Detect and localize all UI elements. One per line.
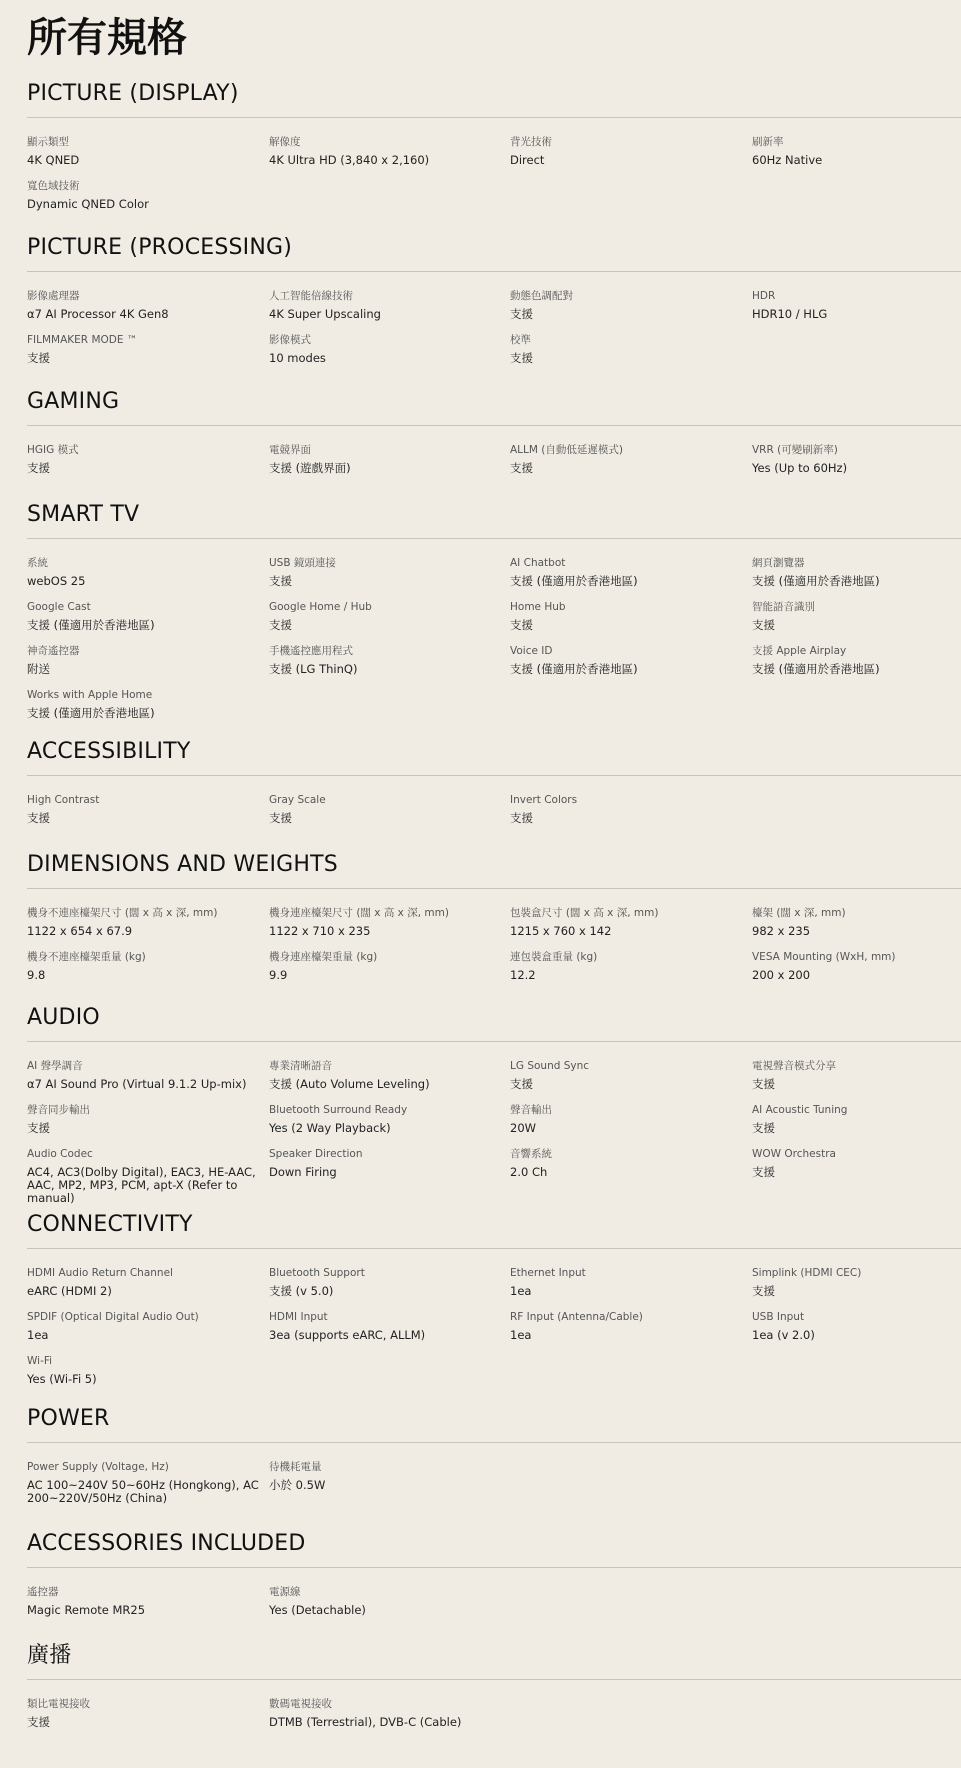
spec-label: FILMMAKER MODE ™	[27, 334, 138, 346]
spec-grid	[27, 1267, 961, 1386]
section-title: CONNECTIVITY	[27, 1212, 193, 1237]
spec-item-tone-mapping	[510, 290, 752, 321]
spec-value: 1ea	[510, 1328, 532, 1342]
spec-value: 支援	[27, 351, 50, 365]
spec-item-processor	[27, 290, 269, 321]
spec-value: α7 AI Sound Pro (Virtual 9.1.2 Up-mix)	[27, 1077, 247, 1091]
spec-item-voice-id	[510, 645, 752, 676]
section-smart-tv	[27, 501, 961, 720]
section-gaming	[27, 388, 961, 475]
spec-label: VESA Mounting (WxH, mm)	[752, 951, 896, 963]
spec-label: Ethernet Input	[510, 1267, 586, 1279]
spec-label: SPDIF (Optical Digital Audio Out)	[27, 1311, 199, 1323]
section-divider	[27, 538, 961, 539]
spec-value: 支援	[752, 618, 775, 632]
spec-item-high-contrast	[27, 794, 269, 825]
spec-value: 支援	[510, 307, 533, 321]
spec-item-size-with-stand	[269, 907, 510, 938]
spec-item-simultaneous-output	[27, 1104, 269, 1135]
spec-item-power-supply	[27, 1461, 269, 1505]
section-picture-processing	[27, 234, 961, 365]
spec-label: 聲音同步輸出	[27, 1104, 90, 1116]
spec-value: Yes (2 Way Playback)	[269, 1121, 391, 1135]
section-divider	[27, 1442, 961, 1443]
section-accessibility	[27, 738, 961, 825]
spec-item-bluetooth-surround	[269, 1104, 510, 1135]
spec-label: ALLM (自動低延遲模式)	[510, 444, 623, 456]
spec-value: 1122 x 654 x 67.9	[27, 924, 133, 938]
section-divider	[27, 425, 961, 426]
section-divider	[27, 117, 961, 118]
spec-value: 支援	[27, 1715, 50, 1729]
section-title: GAMING	[27, 389, 120, 414]
spec-item-wifi	[27, 1355, 269, 1386]
spec-item-web-browser	[752, 557, 960, 588]
spec-grid	[27, 1060, 961, 1205]
spec-value: webOS 25	[27, 574, 86, 588]
spec-label: Google Cast	[27, 601, 91, 613]
spec-item-hdmi-arc	[27, 1267, 269, 1298]
spec-grid	[27, 290, 961, 365]
spec-item-weight-with-box	[510, 951, 752, 982]
spec-value: Dynamic QNED Color	[27, 197, 149, 211]
spec-item-airplay	[752, 645, 960, 676]
spec-item-speaker-system	[510, 1148, 752, 1205]
section-divider	[27, 1679, 961, 1680]
spec-label: Wi-Fi	[27, 1355, 53, 1367]
section-title: PICTURE (DISPLAY)	[27, 81, 239, 106]
spec-value: 200 x 200	[752, 968, 811, 982]
spec-value: 支援 (僅適用於香港地區)	[752, 574, 880, 588]
spec-label: 動態色調配對	[510, 290, 573, 302]
section-divider	[27, 1248, 961, 1249]
spec-item-backlight	[510, 136, 752, 167]
spec-label: 機身連座檯架尺寸 (闊 x 高 x 深, mm)	[269, 907, 449, 919]
spec-label: USB Input	[752, 1311, 805, 1323]
spec-label: Simplink (HDMI CEC)	[752, 1267, 862, 1279]
spec-item-clear-voice	[269, 1060, 510, 1091]
spec-item-bluetooth	[269, 1267, 510, 1298]
spec-value: Yes (Wi-Fi 5)	[27, 1372, 97, 1386]
spec-item-box-size	[510, 907, 752, 938]
spec-item-standby-power	[269, 1461, 510, 1505]
spec-label: 神奇遙控器	[27, 645, 80, 657]
spec-value: 支援 (僅適用於香港地區)	[510, 574, 638, 588]
spec-value: 支援 (LG ThinQ)	[269, 662, 358, 676]
page-title: 所有規格	[27, 15, 187, 61]
spec-label: 遙控器	[27, 1586, 59, 1598]
spec-value: 9.9	[269, 968, 288, 982]
spec-item-sound-mode-share	[752, 1060, 960, 1091]
spec-grid	[27, 1698, 961, 1729]
spec-grid	[27, 136, 961, 211]
spec-item-hgig	[27, 444, 269, 475]
spec-value: 1122 x 710 x 235	[269, 924, 371, 938]
spec-label: USB 鏡頭連接	[269, 557, 336, 569]
spec-value: 3ea (supports eARC, ALLM)	[269, 1328, 426, 1342]
spec-label: 顯示類型	[27, 136, 69, 148]
spec-item-vesa	[752, 951, 960, 982]
spec-item-refresh-rate	[752, 136, 960, 167]
spec-item-remote-app	[269, 645, 510, 676]
spec-item-wow-orchestra	[752, 1148, 960, 1205]
spec-item-allm	[510, 444, 752, 475]
section-accessories	[27, 1530, 961, 1617]
spec-value: 9.8	[27, 968, 46, 982]
spec-label: HDR	[752, 290, 776, 302]
spec-item-simplink	[752, 1267, 960, 1298]
spec-label: 系統	[27, 557, 48, 569]
spec-value: 支援	[510, 351, 533, 365]
spec-value: 1ea	[27, 1328, 49, 1342]
spec-item-spdif	[27, 1311, 269, 1342]
spec-item-invert-colors	[510, 794, 752, 825]
spec-label: AI Chatbot	[510, 557, 566, 569]
spec-label: AI Acoustic Tuning	[752, 1104, 848, 1116]
spec-value: 支援 (v 5.0)	[269, 1284, 334, 1298]
spec-label: 智能語音識別	[752, 601, 815, 613]
section-divider	[27, 888, 961, 889]
spec-grid	[27, 444, 961, 475]
spec-value: Yes (Up to 60Hz)	[752, 461, 848, 475]
spec-value: Magic Remote MR25	[27, 1603, 146, 1617]
spec-value: 支援	[27, 1121, 50, 1135]
spec-label: 電視聲音模式分享	[752, 1060, 836, 1072]
spec-label: AI 聲學調音	[27, 1060, 83, 1072]
spec-label: 校準	[510, 334, 531, 346]
spec-value: 支援 (Auto Volume Leveling)	[269, 1077, 430, 1091]
spec-item-size-without-stand	[27, 907, 269, 938]
spec-value: 支援	[510, 461, 533, 475]
spec-label: 音響系統	[510, 1148, 552, 1160]
spec-label: Home Hub	[510, 601, 566, 613]
spec-value: 支援	[510, 1077, 533, 1091]
spec-value: 支援	[752, 1284, 775, 1298]
spec-value: 支援	[27, 811, 50, 825]
spec-value: 12.2	[510, 968, 536, 982]
spec-value: 60Hz Native	[752, 153, 823, 167]
section-title: ACCESSORIES INCLUDED	[27, 1531, 306, 1556]
spec-grid	[27, 794, 961, 825]
spec-item-stand-size	[752, 907, 960, 938]
section-title: AUDIO	[27, 1005, 100, 1030]
spec-value: 1ea (v 2.0)	[752, 1328, 815, 1342]
spec-label: HDMI Input	[269, 1311, 328, 1323]
spec-item-gray-scale	[269, 794, 510, 825]
spec-item-ethernet	[510, 1267, 752, 1298]
spec-label: Voice ID	[510, 645, 553, 657]
spec-item-ai-chatbot	[510, 557, 752, 588]
spec-value: 支援	[269, 811, 292, 825]
spec-item-rf-input	[510, 1311, 752, 1342]
spec-label: 電源線	[269, 1586, 301, 1598]
spec-label: VRR (可變刷新率)	[752, 444, 838, 456]
spec-item-analog-tv	[27, 1698, 269, 1729]
spec-label: Power Supply (Voltage, Hz)	[27, 1461, 169, 1473]
spec-item-google-home	[269, 601, 510, 632]
spec-value: 支援	[510, 811, 533, 825]
spec-item-ai-acoustic-tuning	[752, 1104, 960, 1135]
spec-label: Gray Scale	[269, 794, 326, 806]
spec-value: 982 x 235	[752, 924, 811, 938]
spec-value: 附送	[27, 662, 50, 676]
spec-value: 支援 (僅適用於香港地區)	[27, 706, 155, 720]
spec-item-remote	[27, 1586, 269, 1617]
section-divider	[27, 271, 961, 272]
spec-item-display-type	[27, 136, 269, 167]
section-broadcasting	[27, 1642, 961, 1729]
spec-value: α7 AI Processor 4K Gen8	[27, 307, 169, 321]
spec-label: Bluetooth Support	[269, 1267, 365, 1279]
spec-value: 1ea	[510, 1284, 532, 1298]
spec-value: HDR10 / HLG	[752, 307, 828, 321]
spec-grid	[27, 557, 961, 720]
spec-value: Down Firing	[269, 1165, 337, 1179]
spec-label: 網頁瀏覽器	[752, 557, 805, 569]
spec-value: eARC (HDMI 2)	[27, 1284, 112, 1298]
section-audio	[27, 1004, 961, 1205]
spec-item-apple-home	[27, 689, 269, 720]
spec-label: 類比電視接收	[27, 1698, 90, 1710]
spec-item-weight-with-stand	[269, 951, 510, 982]
spec-label: 支援 Apple Airplay	[752, 645, 847, 657]
section-title: PICTURE (PROCESSING)	[27, 235, 293, 260]
section-title: DIMENSIONS AND WEIGHTS	[27, 852, 338, 877]
spec-item-wide-color	[27, 180, 269, 211]
spec-item-audio-output	[510, 1104, 752, 1135]
spec-item-calibration	[510, 334, 752, 365]
spec-label: Speaker Direction	[269, 1148, 363, 1160]
spec-label: LG Sound Sync	[510, 1060, 590, 1072]
spec-value: 1215 x 760 x 142	[510, 924, 612, 938]
spec-label: 刷新率	[752, 136, 784, 148]
spec-value: Direct	[510, 153, 545, 167]
spec-value: 4K Super Upscaling	[269, 307, 381, 321]
spec-item-digital-tv	[269, 1698, 510, 1729]
section-title: 廣播	[27, 1643, 72, 1668]
spec-item-google-cast	[27, 601, 269, 632]
spec-item-hdmi-input	[269, 1311, 510, 1342]
spec-label: Google Home / Hub	[269, 601, 372, 613]
spec-value: 2.0 Ch	[510, 1165, 548, 1179]
spec-grid	[27, 1586, 961, 1617]
spec-item-voice-recognition	[752, 601, 960, 632]
spec-label: WOW Orchestra	[752, 1148, 836, 1160]
spec-item-usb-input	[752, 1311, 960, 1342]
spec-label: Audio Codec	[27, 1148, 93, 1160]
spec-label: 數碼電視接收	[269, 1698, 332, 1710]
spec-label: 寬色域技術	[27, 180, 80, 192]
spec-grid	[27, 907, 961, 982]
spec-value: 支援	[269, 618, 292, 632]
spec-label: 聲音輸出	[510, 1104, 552, 1116]
spec-value: 支援	[752, 1077, 775, 1091]
spec-item-picture-mode	[269, 334, 510, 365]
spec-value: AC4, AC3(Dolby Digital), EAC3, HE-AAC, AAC, MP2, MP3, PCM, apt-X (Refer to manual)	[27, 1165, 256, 1205]
spec-label: 機身不連座檯架尺寸 (闊 x 高 x 深, mm)	[27, 907, 218, 919]
spec-value: 4K QNED	[27, 153, 80, 167]
section-divider	[27, 1041, 961, 1042]
section-picture-display	[27, 80, 961, 211]
spec-item-vrr	[752, 444, 960, 475]
spec-value: 支援 (遊戲界面)	[269, 461, 351, 475]
section-dimensions-weights	[27, 851, 961, 982]
spec-item-audio-codec	[27, 1148, 269, 1205]
spec-value: Yes (Detachable)	[269, 1603, 366, 1617]
spec-value: DTMB (Terrestrial), DVB-C (Cable)	[269, 1715, 462, 1729]
spec-label: 包裝盒尺寸 (闊 x 高 x 深, mm)	[510, 907, 659, 919]
spec-label: 電競界面	[269, 444, 311, 456]
spec-label: 解像度	[269, 136, 301, 148]
section-title: SMART TV	[27, 502, 140, 527]
spec-label: 機身連座檯架重量 (kg)	[269, 951, 378, 963]
spec-label: HGIG 模式	[27, 444, 79, 456]
spec-grid	[27, 1461, 961, 1505]
spec-value: 支援 (僅適用於香港地區)	[510, 662, 638, 676]
spec-item-os	[27, 557, 269, 588]
spec-value: 支援 (僅適用於香港地區)	[752, 662, 880, 676]
spec-label: HDMI Audio Return Channel	[27, 1267, 173, 1279]
spec-label: Works with Apple Home	[27, 689, 153, 701]
spec-label: 待機耗電量	[269, 1461, 322, 1473]
section-connectivity	[27, 1211, 961, 1386]
spec-value: 支援	[27, 461, 50, 475]
spec-label: 人工智能倍線技術	[269, 290, 353, 302]
spec-value: 支援	[752, 1121, 775, 1135]
spec-item-resolution	[269, 136, 510, 167]
spec-label: Invert Colors	[510, 794, 578, 806]
spec-item-hdr	[752, 290, 960, 321]
section-power	[27, 1405, 961, 1505]
spec-item-upscaling	[269, 290, 510, 321]
spec-value: 20W	[510, 1121, 537, 1135]
spec-value: 支援	[269, 574, 292, 588]
spec-item-lg-sound-sync	[510, 1060, 752, 1091]
spec-item-game-dashboard	[269, 444, 510, 475]
spec-value: 10 modes	[269, 351, 326, 365]
spec-value: 4K Ultra HD (3,840 x 2,160)	[269, 153, 430, 167]
spec-value: 小於 0.5W	[269, 1478, 326, 1492]
spec-item-speaker-direction	[269, 1148, 510, 1205]
spec-label: Bluetooth Surround Ready	[269, 1104, 408, 1116]
spec-label: 手機遙控應用程式	[269, 645, 353, 657]
spec-label: 檯架 (闊 x 深, mm)	[752, 907, 846, 919]
spec-value: 支援	[510, 618, 533, 632]
spec-label: 專業清晰語音	[269, 1060, 332, 1072]
spec-label: 機身不連座檯架重量 (kg)	[27, 951, 146, 963]
spec-item-magic-remote	[27, 645, 269, 676]
spec-item-usb-camera	[269, 557, 510, 588]
section-divider	[27, 1567, 961, 1568]
section-divider	[27, 775, 961, 776]
section-title: POWER	[27, 1406, 110, 1431]
spec-item-ai-sound	[27, 1060, 269, 1091]
spec-item-power-cable	[269, 1586, 510, 1617]
spec-value: AC 100~240V 50~60Hz (Hongkong), AC 200~220V/50Hz (China)	[27, 1478, 259, 1505]
spec-label: 連包裝盒重量 (kg)	[510, 951, 598, 963]
spec-value: 支援	[752, 1165, 775, 1179]
spec-item-weight-without-stand	[27, 951, 269, 982]
spec-label: RF Input (Antenna/Cable)	[510, 1311, 643, 1323]
spec-label: 背光技術	[510, 136, 552, 148]
spec-label: 影像模式	[269, 334, 311, 346]
section-title: ACCESSIBILITY	[27, 739, 191, 764]
spec-label: High Contrast	[27, 794, 100, 806]
spec-value: 支援 (僅適用於香港地區)	[27, 618, 155, 632]
spec-label: 影像處理器	[27, 290, 80, 302]
spec-item-filmmaker-mode	[27, 334, 269, 365]
spec-item-home-hub	[510, 601, 752, 632]
